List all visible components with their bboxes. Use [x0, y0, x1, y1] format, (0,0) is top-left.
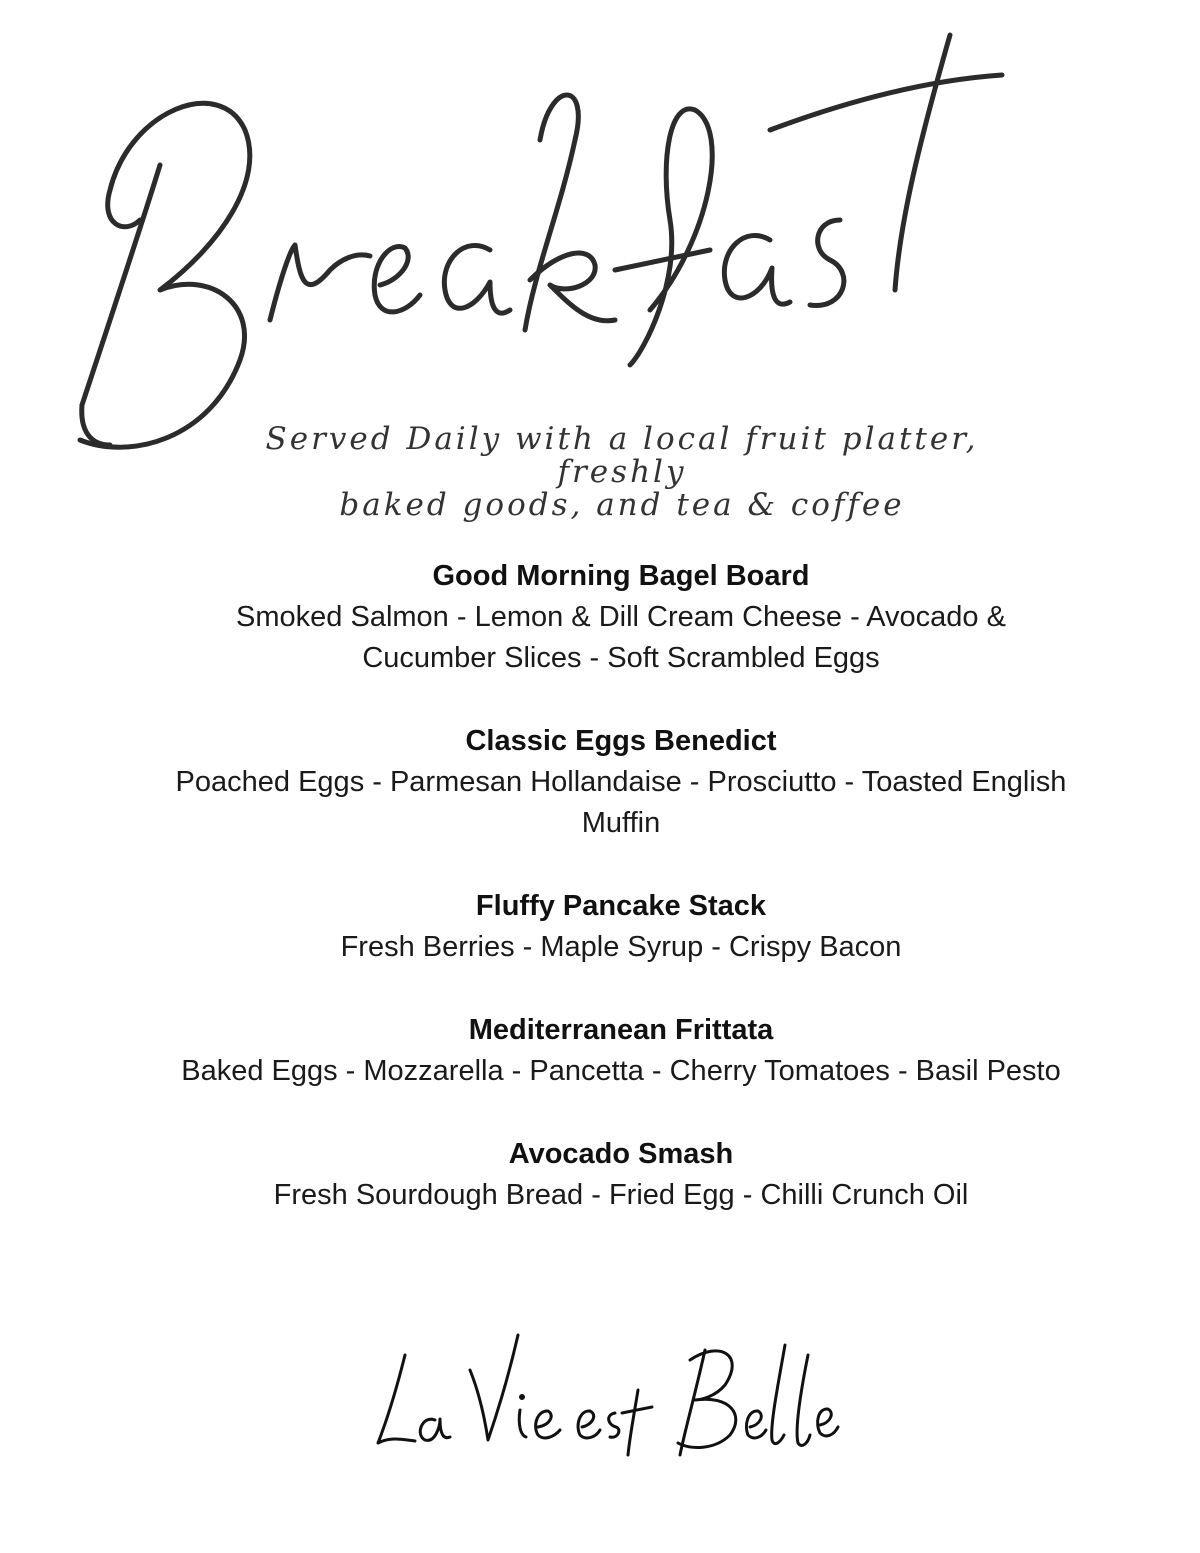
dish-description-line: Baked Eggs - Mozzarella - Pancetta - Cherry Tomatoes - Basil Pesto — [181, 1055, 1061, 1087]
dish-name: Mediterranean Frittata — [468, 1014, 774, 1046]
menu-item — [100, 1134, 1142, 1216]
dish-description-line: Poached Eggs - Parmesan Hollandaise - Prosciutto - Toasted English — [175, 766, 1067, 798]
dish-name: Classic Eggs Benedict — [465, 725, 777, 757]
dish-description-line: Muffin — [581, 807, 661, 839]
dish-description-line: Fresh Berries - Maple Syrup - Crispy Bacon — [340, 931, 902, 963]
dish-name: Fluffy Pancake Stack — [475, 890, 767, 922]
dish-name: Good Morning Bagel Board — [432, 560, 810, 592]
dish-description-line: Fresh Sourdough Bread - Fried Egg - Chilli Crunch Oil — [273, 1179, 969, 1211]
la-vie-est-belle-signature — [360, 1315, 860, 1485]
subtitle — [222, 423, 1022, 522]
menu-item — [100, 1010, 1142, 1092]
menu-item — [100, 886, 1142, 968]
dish-description-line: Smoked Salmon - Lemon & Dill Cream Cheese - Avocado & — [236, 601, 1006, 633]
menu-list — [100, 556, 1142, 1258]
breakfast-script-title — [70, 20, 1030, 460]
menu-item — [100, 721, 1142, 844]
menu-item — [100, 556, 1142, 679]
subtitle-line-2: baked goods, and tea & coffee — [339, 487, 905, 523]
dish-description-line: Cucumber Slices - Soft Scrambled Eggs — [362, 642, 880, 674]
subtitle-line-1: Served Daily with a local fruit platter, freshly — [265, 421, 979, 490]
dish-name: Avocado Smash — [508, 1138, 734, 1170]
